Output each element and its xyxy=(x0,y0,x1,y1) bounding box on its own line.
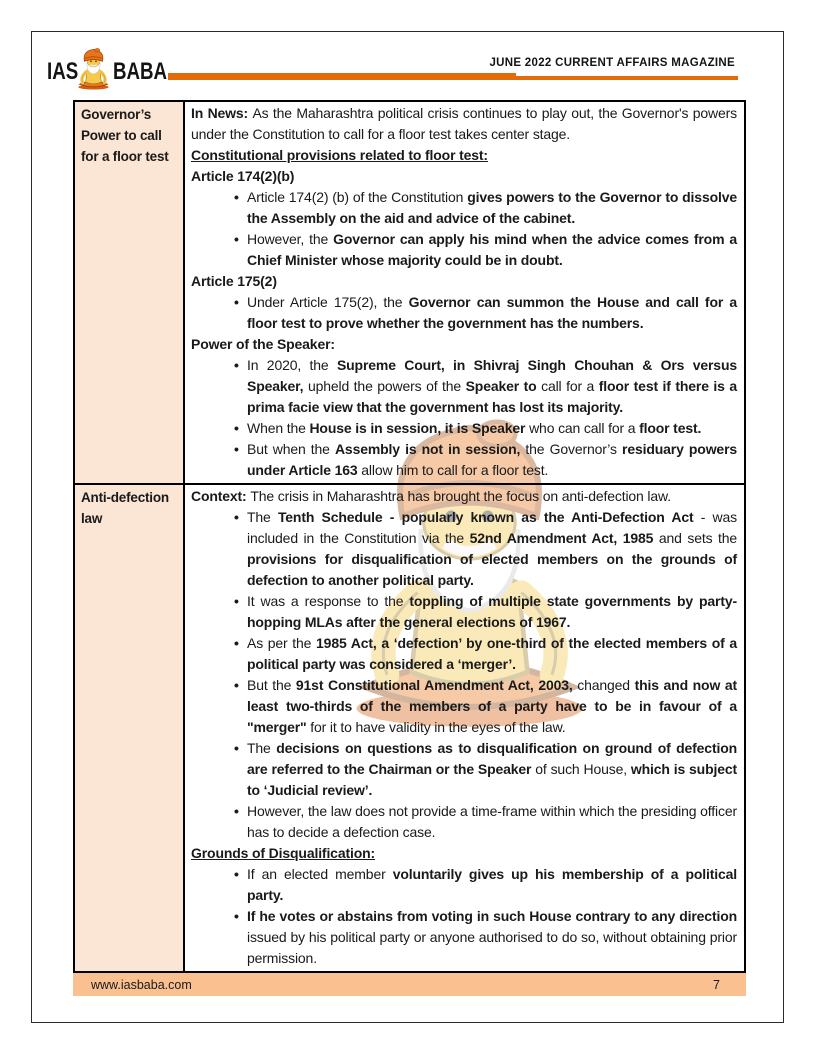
text-segment: Assembly is not in session, xyxy=(334,441,521,457)
text-segment: call for a xyxy=(536,378,599,394)
logo-text-ias: IAS xyxy=(47,58,79,85)
text-segment: Constitutional provisions related to floor test: xyxy=(191,147,488,163)
bullet-item xyxy=(191,633,737,675)
text-segment: The xyxy=(247,509,278,525)
bullet-item xyxy=(191,507,737,591)
magazine-page xyxy=(31,31,784,1023)
footer-bar xyxy=(73,973,746,996)
bullet-item xyxy=(191,355,737,418)
text-segment: toppling of multiple state governments by party-hopping MLAs after the general elections of 1967. xyxy=(247,593,737,630)
text-segment: decisions on questions as to disqualification on ground of defection are referred to the Chairman or the Speaker xyxy=(247,740,737,777)
paragraph xyxy=(191,486,737,507)
table-row xyxy=(75,483,744,971)
text-segment: Governor can apply his mind when the advice comes from a Chief Minister whose majority could be in doubt. xyxy=(247,231,737,268)
text-segment: gives powers to the Governor to dissolve the Assembly on the aid and advice of the cabinet. xyxy=(247,189,737,226)
bullet-item xyxy=(191,738,737,801)
text-segment: - was included in the Constitution via the xyxy=(247,509,737,546)
text-segment: However, the xyxy=(247,231,334,247)
text-segment: who can call for a xyxy=(525,420,640,436)
text-segment: In News: xyxy=(191,105,253,121)
magazine-title: JUNE 2022 CURRENT AFFAIRS MAGAZINE xyxy=(489,57,735,69)
section-heading xyxy=(191,271,737,292)
bullet-item xyxy=(191,864,737,906)
text-segment: Governor can summon the House and call for a floor test to prove whether the government has the numbers. xyxy=(247,294,738,331)
page-header xyxy=(32,32,783,100)
row-content xyxy=(185,102,744,483)
text-segment: for it to have validity in the eyes of the law. xyxy=(306,719,566,735)
text-segment: As the Maharashtra political crisis continues to play out, the Governor's powers under the Constitution to call for a floor test takes center stage. xyxy=(191,105,737,142)
text-segment: Grounds of Disqualification: xyxy=(191,845,376,861)
section-heading xyxy=(191,843,737,864)
text-segment: However, the law does not provide a time-frame within which the presiding officer has to decide a defection case. xyxy=(247,803,737,840)
header-rule-thick xyxy=(168,73,516,80)
logo-text-baba: BABA xyxy=(113,58,168,85)
text-segment: voluntarily gives up his membership of a political party. xyxy=(247,866,737,903)
header-rule-thin xyxy=(516,76,738,80)
text-segment: allow him to call for a floor test. xyxy=(357,462,549,478)
text-segment: this and now at least two-thirds of the members of a party have to be in favour of a "merger" xyxy=(247,677,737,735)
text-segment: floor test if there is a prima facie view that the government has lost its majority. xyxy=(247,378,737,415)
text-segment: Article 174(2) (b) of the Constitution xyxy=(247,189,468,205)
row-title: Anti-defection law xyxy=(75,485,185,971)
bullet-item xyxy=(191,418,737,439)
bullet-item xyxy=(191,675,737,738)
table-row xyxy=(75,102,744,483)
text-segment: 52nd Amendment Act, 1985 xyxy=(469,530,654,546)
bullet-item xyxy=(191,906,737,969)
text-segment: House is in session, it is Speaker xyxy=(309,420,526,436)
text-segment: of such House, xyxy=(531,761,631,777)
text-segment: Supreme Court, in Shivraj Singh Chouhan & Ors versus Speaker, xyxy=(247,357,737,394)
text-segment: Power of the Speaker: xyxy=(191,336,335,352)
text-segment: The xyxy=(247,740,277,756)
text-segment: As per the xyxy=(247,635,317,651)
text-segment: When the xyxy=(247,420,310,436)
bullet-item xyxy=(191,187,737,229)
text-segment: provisions for disqualification of elected members on the grounds of defection to another political party. xyxy=(247,551,737,588)
text-segment: Context: xyxy=(191,488,251,504)
row-title: Governor’s Power to call for a floor test xyxy=(75,102,185,483)
bullet-item xyxy=(191,591,737,633)
footer-page-number: 7 xyxy=(713,977,720,992)
baba-mascot-icon xyxy=(73,38,114,96)
text-segment: the Governor’s xyxy=(520,441,623,457)
text-segment: If he votes or abstains from voting in such House contrary to any direction xyxy=(247,908,737,924)
bullet-item xyxy=(191,292,737,334)
text-segment: upheld the powers of the xyxy=(303,378,466,394)
text-segment: 91st Constitutional Amendment Act, 2003, xyxy=(295,677,573,693)
bullet-item xyxy=(191,229,737,271)
paragraph xyxy=(191,103,737,145)
text-segment: But the xyxy=(247,677,296,693)
text-segment: floor test. xyxy=(639,420,702,436)
text-segment: Tenth Schedule - popularly known as the Anti-Defection Act xyxy=(277,509,694,525)
bullet-item xyxy=(191,801,737,843)
text-segment: issued by his political party or anyone authorised to do so, without obtaining prior permission. xyxy=(247,929,737,966)
text-segment: But when the xyxy=(247,441,335,457)
text-segment: and sets the xyxy=(653,530,738,546)
content-table xyxy=(73,100,746,973)
text-segment: Article 174(2)(b) xyxy=(191,168,295,184)
section-heading xyxy=(191,166,737,187)
bullet-item xyxy=(191,439,737,481)
text-segment: The crisis in Maharashtra has brought the focus on anti-defection law. xyxy=(250,488,671,504)
section-heading xyxy=(191,145,737,166)
row-content xyxy=(185,485,744,971)
text-segment: which is subject to ‘Judicial review’. xyxy=(247,761,738,798)
text-segment: Under Article 175(2), the xyxy=(247,294,409,310)
text-segment: residuary powers under Article 163 xyxy=(247,441,737,478)
footer-website: www.iasbaba.com xyxy=(91,977,192,992)
text-segment: It was a response to the xyxy=(247,593,410,609)
text-segment: changed xyxy=(572,677,635,693)
text-segment: If an elected member xyxy=(247,866,393,882)
text-segment: Speaker to xyxy=(465,378,537,394)
text-segment: 1985 Act, a ‘defection’ by one-third of the elected members of a political party was considered a ‘merger’. xyxy=(247,635,737,672)
text-segment: In 2020, the xyxy=(247,357,337,373)
section-heading xyxy=(191,334,737,355)
text-segment: Article 175(2) xyxy=(191,273,277,289)
